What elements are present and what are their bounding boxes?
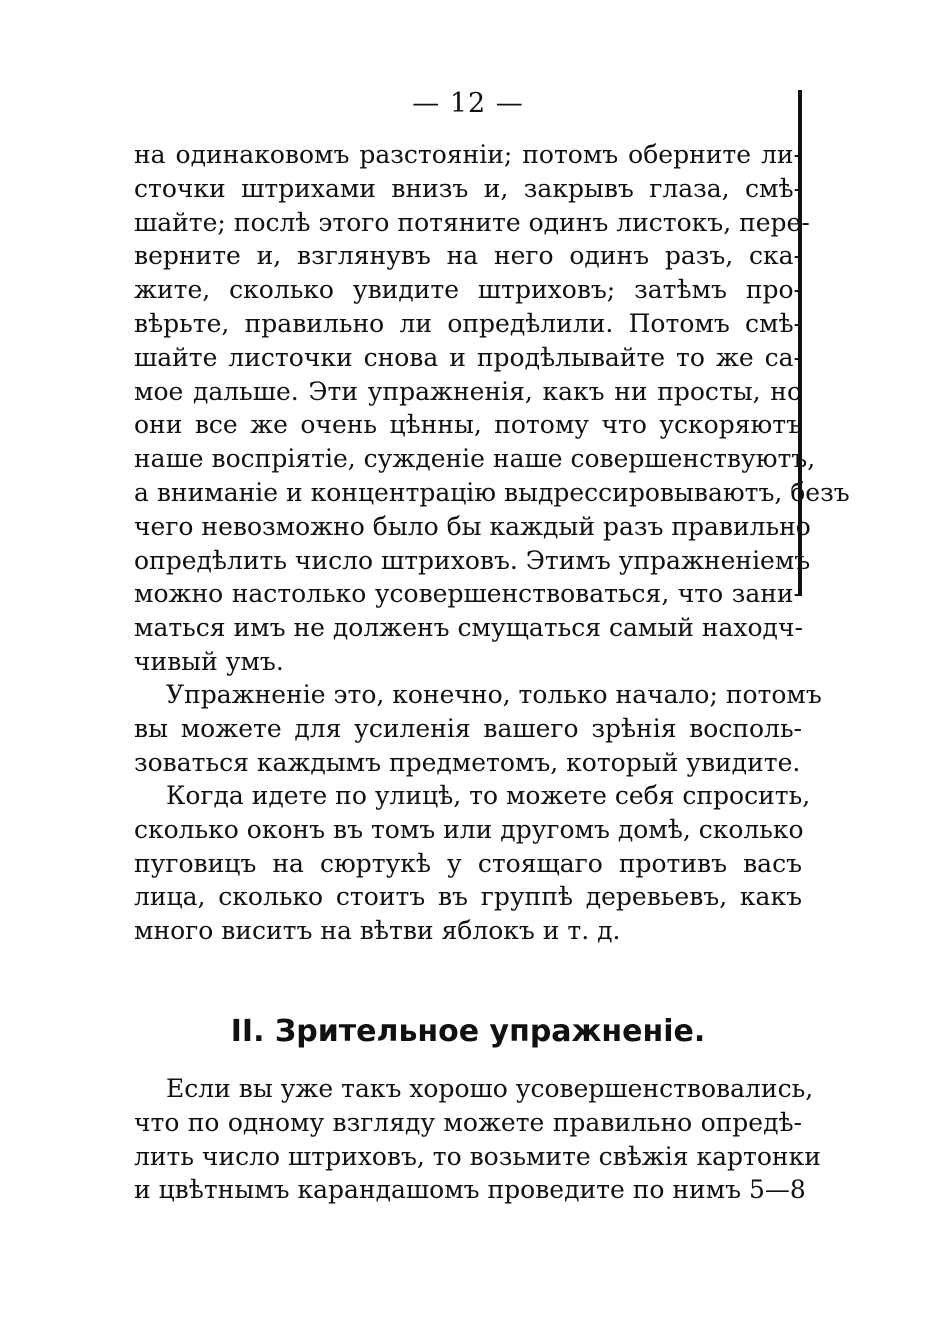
text-line: чивый умъ. <box>134 646 284 676</box>
text-line: шайте листочки снова и продѣлывайте то же са- <box>134 342 802 372</box>
text-line: опредѣлить число штриховъ. Этимъ упражненіемъ <box>134 545 811 575</box>
text-line: Если вы уже такъ хорошо усовершенствовались, <box>166 1074 814 1103</box>
text-line: наше воспріятіе, сужденіе наше совершенствуютъ, <box>134 444 816 474</box>
text-line: сточки штрихами внизъ и, закрывъ глаза, смѣ- <box>134 173 802 203</box>
text-line: сколько оконъ въ томъ или другомъ домѣ, сколько <box>134 814 804 844</box>
text-line: много виситъ на вѣтви яблокъ и т. д. <box>134 916 621 946</box>
text-line: Когда идете по улицѣ, то можете себя спросить, <box>166 781 811 810</box>
text-line: вы можете для усиленія вашего зрѣнія восполь- <box>134 713 802 743</box>
text-line: они все же очень цѣнны, потому что ускоряютъ <box>134 410 802 440</box>
text-line: пуговицъ на сюртукѣ у стоящаго противъ васъ <box>134 848 802 878</box>
paragraph-2 <box>134 678 822 779</box>
section-heading: II. Зрительное упражненіе. <box>230 1014 706 1049</box>
text-line: жите, сколько увидите штриховъ; затѣмъ про- <box>134 275 802 305</box>
text-line: верните и, взглянувъ на него одинъ разъ, ска- <box>134 241 802 271</box>
text-line: маться имъ не долженъ смущаться самый находч- <box>134 613 803 643</box>
paragraph-1 <box>134 138 850 679</box>
text-line: чего невозможно было бы каждый разъ правильно <box>134 511 811 541</box>
text-line: мое дальше. Эти упражненія, какъ ни просты, но <box>134 376 802 406</box>
text-line: зоваться каждымъ предметомъ, который увидите. <box>134 747 801 777</box>
paragraph-3 <box>134 779 811 948</box>
text-line: лить число штриховъ, то возьмите свѣжія картонки <box>134 1141 821 1171</box>
text-line: на одинаковомъ разстояніи; потомъ оберните ли- <box>134 140 802 169</box>
text-line: а вниманіе и концентрацію выдрессировываютъ, безъ <box>134 477 850 507</box>
text-line: можно настолько усовершенствоваться, что зани- <box>134 579 802 609</box>
text-line: что по одному взгляду можете правильно опредѣ- <box>134 1107 802 1137</box>
paragraph-4 <box>134 1072 821 1207</box>
text-line: шайте; послѣ этого потяните одинъ листокъ, пере- <box>134 207 810 237</box>
text-line: Упражненіе это, конечно, только начало; потомъ <box>166 680 822 709</box>
text-line: лица, сколько стоитъ въ группѣ деревьевъ, какъ <box>134 882 802 912</box>
text-line: и цвѣтнымъ карандашомъ проведите по нимъ 5—8 <box>134 1175 806 1205</box>
text-line: вѣрьте, правильно ли опредѣлили. Потомъ смѣ- <box>134 308 802 338</box>
page-number: — 12 — <box>412 88 524 119</box>
